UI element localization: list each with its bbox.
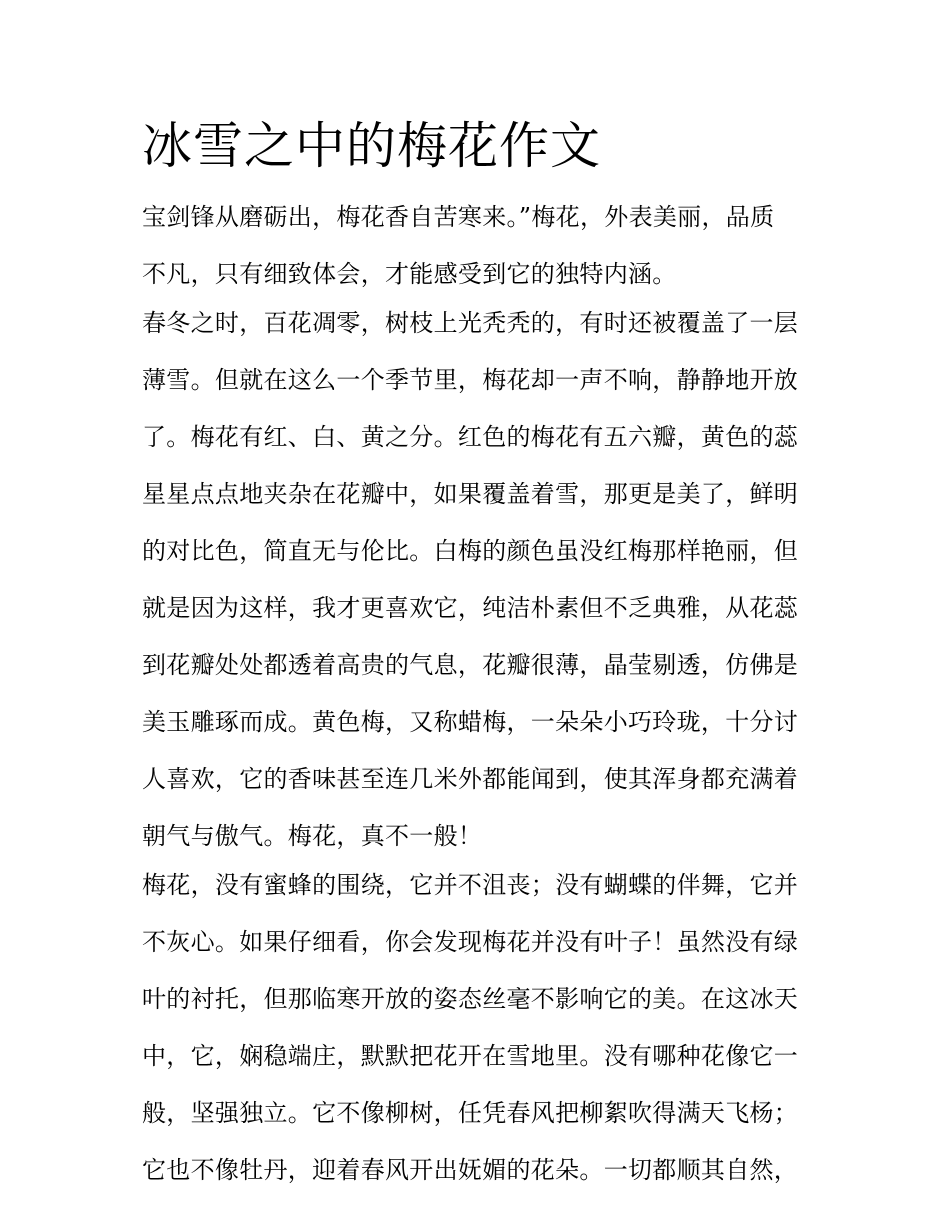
text-line: 春冬之时，百花凋零，树枝上光秃秃的，有时还被覆盖了一层: [142, 309, 799, 337]
text-line: 不灰心。如果仔细看，你会发现梅花并没有叶子！虽然没有绿: [142, 928, 799, 956]
text-line: 中，它，娴稳端庄，默默把花开在雪地里。没有哪种花像它一: [142, 1042, 799, 1070]
text-line: 薄雪。但就在这么一个季节里，梅花却一声不响，静静地开放: [142, 366, 799, 394]
text-line: 不凡，只有细致体会，才能感受到它的独特内涵。: [142, 260, 677, 288]
document-page: [142, 110, 822, 1212]
text-line: 了。梅花有红、白、黄之分。红色的梅花有五六瓣，黄色的蕊: [142, 423, 799, 451]
document-title: 冰雪之中的梅花作文: [142, 117, 601, 175]
text-line: 就是因为这样，我才更喜欢它，纯洁朴素但不乏典雅，从花蕊: [142, 594, 799, 622]
text-line: 般，坚强独立。它不像柳树，任凭春风把柳絮吹得满天飞杨；: [142, 1099, 799, 1127]
text-line: 人喜欢，它的香味甚至连几米外都能闻到，使其浑身都充满着: [142, 765, 799, 793]
text-line: 美玉雕琢而成。黄色梅，又称蜡梅，一朵朵小巧玲珑，十分讨: [142, 708, 799, 736]
text-line: 它也不像牡丹，迎着春风开出妩媚的花朵。一切都顺其自然，: [142, 1156, 799, 1184]
text-line: 朝气与傲气。梅花，真不一般！: [142, 822, 483, 850]
text-line: 星星点点地夹杂在花瓣中，如果覆盖着雪，那更是美了，鲜明: [142, 480, 799, 508]
text-line: 宝剑锋从磨砺出，梅花香自苦寒来。”梅花，外表美丽，品质: [142, 203, 775, 231]
text-line: 到花瓣处处都透着高贵的气息，花瓣很薄，晶莹剔透，仿佛是: [142, 651, 799, 679]
text-line: 梅花，没有蜜蜂的围绕，它并不沮丧；没有蝴蝶的伴舞，它并: [142, 871, 799, 899]
document-body: [142, 202, 822, 1185]
text-line: 叶的衬托，但那临寒开放的姿态丝毫不影响它的美。在这冰天: [142, 985, 799, 1013]
text-line: 的对比色，简直无与伦比。白梅的颜色虽没红梅那样艳丽，但: [142, 537, 799, 565]
